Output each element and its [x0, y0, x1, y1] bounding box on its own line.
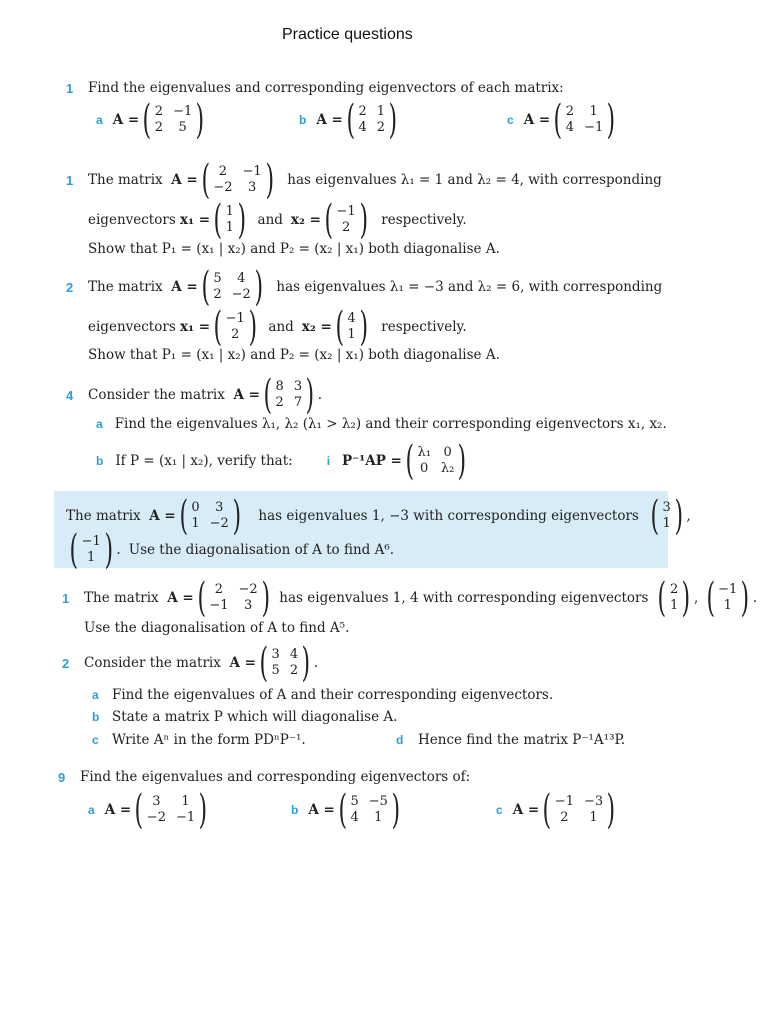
- matrix: ( 3 4 5 2 ): [259, 640, 311, 686]
- text: respectively.: [381, 319, 467, 335]
- matrix: ( 3 1 −2 −1 ): [134, 787, 208, 833]
- box-line-2: ( −1 1 ) . Use the diagonalisation of A to find A⁶.: [66, 530, 394, 570]
- matrix-lhs: A =: [167, 590, 194, 606]
- q1-part-c: [507, 97, 619, 143]
- part-label: d: [396, 733, 404, 747]
- matrix: ( −1 −3 2 1 ): [542, 787, 616, 833]
- q5-line-2: Use the diagonalisation of A to find A⁵.: [84, 620, 350, 636]
- matrix-lhs: A =: [233, 387, 260, 403]
- vector: ( −1 1 ): [69, 527, 113, 573]
- matrix-lhs: A =: [308, 802, 335, 818]
- vector: ( −1 2 ): [324, 197, 368, 243]
- matrix: ( 2 −2 −1 3 ): [197, 575, 270, 621]
- matrix-lhs: A =: [104, 802, 132, 818]
- matrix-lhs: A =: [171, 172, 198, 188]
- matrix: ( 2 1 4 2 ): [346, 97, 398, 143]
- q4-part-a: [96, 416, 667, 432]
- text: Write Aⁿ in the form PDⁿP⁻¹.: [112, 732, 306, 748]
- text: Consider the matrix: [84, 655, 221, 671]
- q6-part-d: [396, 732, 625, 748]
- matrix-lhs: A =: [316, 112, 343, 128]
- matrix: ( 5 4 2 −2 ): [201, 264, 263, 310]
- text: eigenvectors: [88, 212, 176, 228]
- question-number: 2: [66, 279, 74, 295]
- text: respectively.: [381, 212, 467, 228]
- text: has eigenvalues 1, −3 with corresponding eigenvectors: [258, 508, 639, 524]
- q6-part-c: [92, 732, 306, 748]
- q6-part-a: [92, 687, 553, 703]
- part-label: a: [92, 688, 99, 702]
- vector-lhs: x₁ =: [180, 212, 211, 228]
- box-line-1: The matrix A = ( 0 3 1 −2 ) has eigenvalues 1, −3 with corresponding eigenvectors ( 3 1 ) ,: [66, 493, 691, 539]
- matrix-lhs: A =: [112, 112, 140, 128]
- matrix: ( 5 −5 4 1 ): [338, 787, 401, 833]
- text: The matrix: [84, 590, 159, 606]
- question-number: 4: [66, 387, 74, 403]
- q1-part-a: [96, 97, 208, 143]
- part-label: c: [507, 113, 514, 127]
- question-4: 4 Consider the matrix A = ( 8 3 2 7 ) .: [66, 372, 323, 418]
- matrix: ( 2 −1 −2 3 ): [201, 157, 274, 203]
- q2-eigenvectors: [88, 197, 467, 243]
- question-number: 1: [66, 172, 74, 188]
- text: If P = (x₁ | x₂), verify that:: [115, 453, 293, 469]
- part-label: c: [92, 733, 99, 747]
- text: Use the diagonalisation of A to find A⁶.: [128, 542, 395, 558]
- matrix-lhs: A =: [229, 655, 256, 671]
- text: has eigenvalues λ₁ = 1 and λ₂ = 4, with corresponding: [287, 172, 662, 188]
- q3-show: Show that P₁ = (x₁ | x₂) and P₂ = (x₂ | x₁) both diagonalise A.: [88, 347, 500, 363]
- text: and: [268, 319, 294, 335]
- matrix-lhs: A =: [523, 112, 551, 128]
- text: The matrix: [66, 508, 141, 524]
- part-label: b: [291, 803, 299, 817]
- q7-part-c: [496, 787, 619, 833]
- vector-lhs: x₂ =: [301, 319, 332, 335]
- q2-show: Show that P₁ = (x₁ | x₂) and P₂ = (x₂ | x₁) both diagonalise A.: [88, 241, 500, 257]
- vector: ( −1 2 ): [213, 304, 257, 350]
- question-text: Find the eigenvalues and corresponding eigenvectors of:: [80, 769, 471, 785]
- question-3: [66, 264, 663, 310]
- vector: ( 2 1 ): [657, 575, 691, 621]
- text: has eigenvalues λ₁ = −3 and λ₂ = 6, with corresponding: [276, 279, 663, 295]
- q6-part-b: [92, 709, 397, 725]
- vector: ( 1 1 ): [213, 197, 247, 243]
- question-number: 9: [58, 769, 66, 785]
- text: The matrix: [88, 172, 163, 188]
- text: Find the eigenvalues of A and their corresponding eigenvectors.: [112, 687, 554, 703]
- part-label: b: [96, 454, 104, 468]
- matrix-lhs: A =: [171, 279, 198, 295]
- question-2: [66, 157, 662, 203]
- page-title: Practice questions: [282, 26, 413, 43]
- vector-lhs: x₂ =: [290, 212, 321, 228]
- text: Find the eigenvalues λ₁, λ₂ (λ₁ > λ₂) and their corresponding eigenvectors x₁, x₂.: [114, 416, 667, 432]
- matrix-lhs: A =: [512, 802, 540, 818]
- text: Consider the matrix: [88, 387, 225, 403]
- part-label: b: [92, 710, 100, 724]
- question-number: 2: [62, 655, 70, 671]
- part-label: a: [96, 417, 103, 431]
- q4-part-b: [96, 438, 470, 484]
- matrix: ( λ₁ 0 0 λ₂ ): [405, 438, 467, 484]
- question-7: [58, 769, 470, 785]
- vector: ( −1 1 ): [706, 575, 750, 621]
- q7-part-b: [291, 787, 404, 833]
- text: State a matrix P which will diagonalise A.: [112, 709, 398, 725]
- question-number: 1: [62, 590, 70, 606]
- part-label: c: [496, 803, 503, 817]
- q3-eigenvectors: [88, 304, 467, 350]
- question-number: 1: [66, 80, 74, 96]
- matrix: ( 2 1 4 −1 ): [553, 97, 616, 143]
- vector-lhs: x₁ =: [180, 319, 211, 335]
- part-label: b: [299, 113, 307, 127]
- part-label: a: [96, 113, 103, 127]
- vector: ( 3 1 ): [650, 493, 683, 539]
- matrix: ( 0 3 1 −2 ): [179, 493, 241, 539]
- matrix-lhs: A =: [149, 508, 176, 524]
- part-label: a: [88, 803, 95, 817]
- subpart-label: i: [326, 454, 331, 468]
- matrix: ( 2 −1 2 5 ): [142, 97, 205, 143]
- matrix-lhs: P⁻¹AP =: [342, 453, 402, 469]
- question-5: 1 The matrix A = ( 2 −2 −1 3 ) has eigenvalues 1, 4 with corresponding eigenvectors ( 2 1 ) , ( −1 1 ) .: [62, 575, 758, 621]
- matrix: ( 8 3 2 7 ): [263, 372, 315, 418]
- question-1: [66, 80, 564, 96]
- q7-part-a: [88, 787, 211, 833]
- q1-part-b: [299, 97, 401, 143]
- text: The matrix: [88, 279, 163, 295]
- vector: ( 4 1 ): [335, 304, 368, 350]
- text: Hence find the matrix P⁻¹A¹³P.: [418, 732, 626, 748]
- question-text: Find the eigenvalues and corresponding eigenvectors of each matrix:: [88, 80, 564, 96]
- question-6: 2 Consider the matrix A = ( 3 4 5 2 ) .: [62, 640, 319, 686]
- text: and: [257, 212, 283, 228]
- text: has eigenvalues 1, 4 with corresponding eigenvectors: [279, 590, 649, 606]
- text: eigenvectors: [88, 319, 176, 335]
